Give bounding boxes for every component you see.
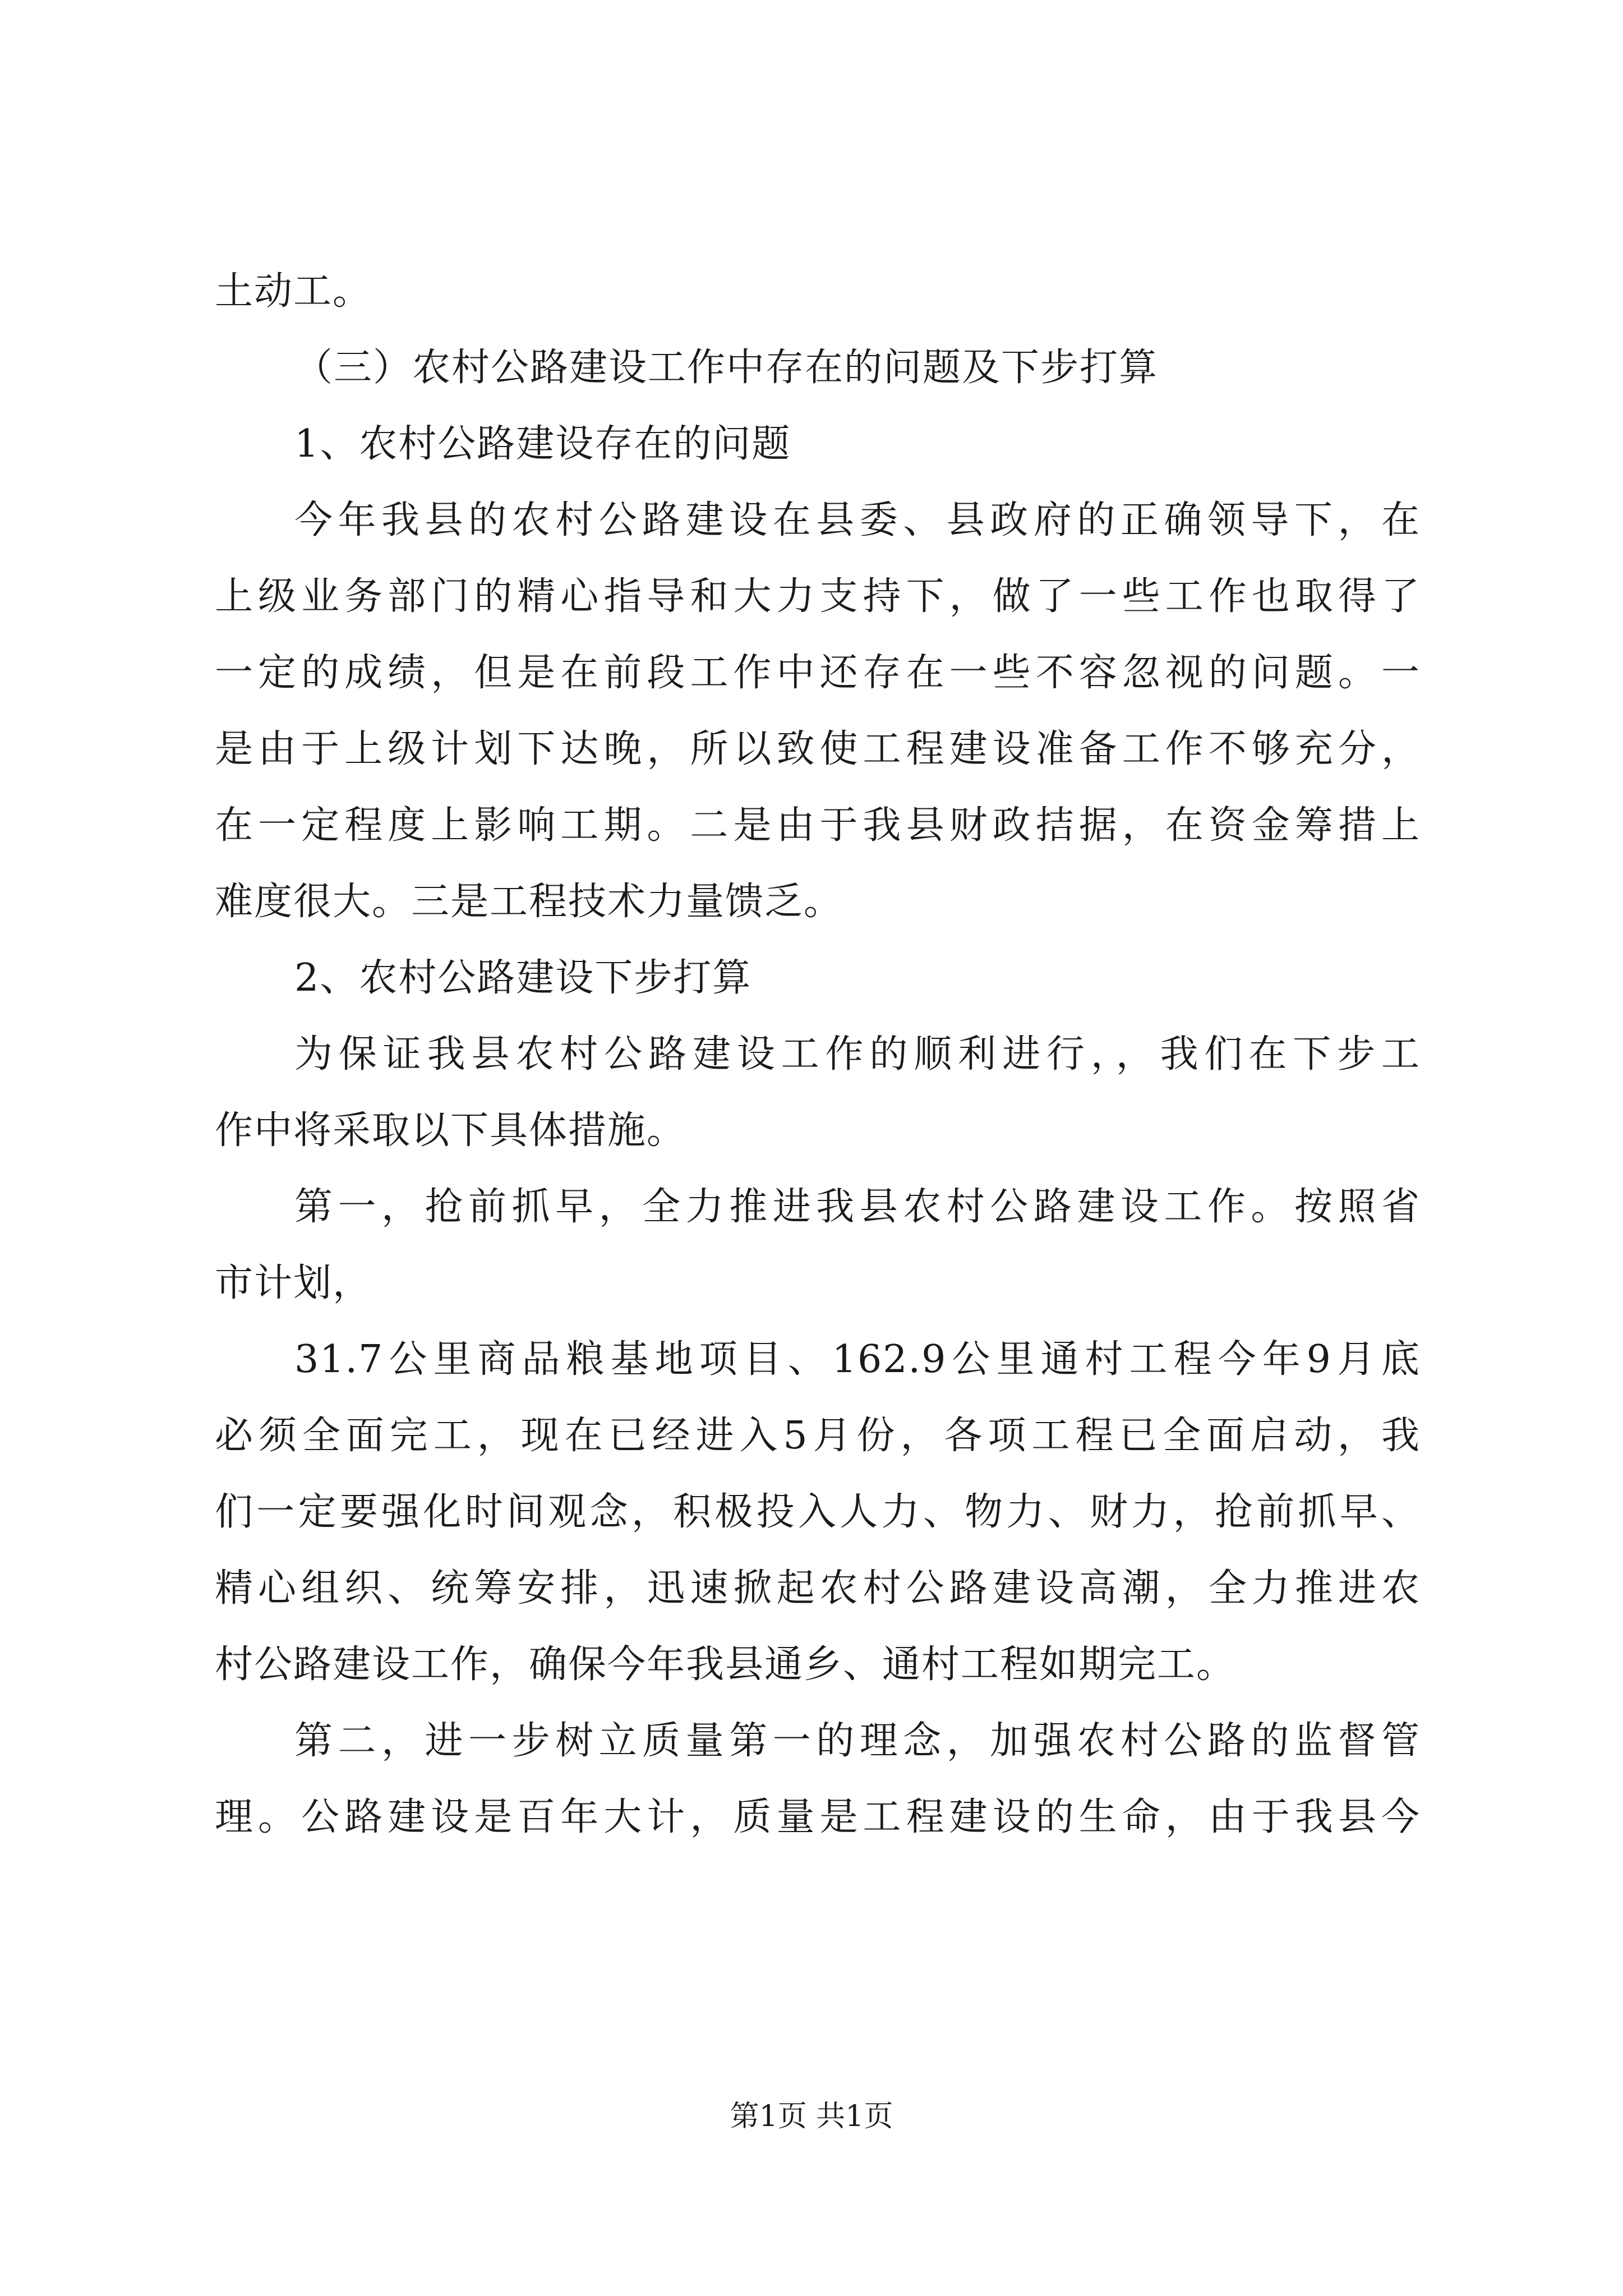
text-line: 第一，抢前抓早，全力推进我县农村公路建设工作。按照省 [294, 1185, 1421, 1229]
text-line: 上级业务部门的精心指导和大力支持下，做了一些工作也取得了 [215, 574, 1421, 619]
text-line: 村公路建设工作，确保今年我县通乡、通村工程如期完工。 [215, 1642, 1236, 1687]
subsection-heading: 2、农村公路建设下步打算 [294, 956, 752, 1000]
text-line: 精心组织、统筹安排，迅速掀起农村公路建设高潮，全力推进农 [215, 1566, 1421, 1611]
section-heading: （三）农村公路建设工作中存在的问题及下步打算 [294, 346, 1159, 390]
text-line: 们一定要强化时间观念，积极投入人力、物力、财力，抢前抓早、 [215, 1490, 1421, 1534]
text-line: 市计划， [215, 1261, 372, 1305]
text-line: 今年我县的农村公路建设在县委、县政府的正确领导下，在 [294, 498, 1421, 542]
page-footer [0, 2097, 1623, 2136]
text-line: 理。公路建设是百年大计，质量是工程建设的生命，由于我县今 [215, 1795, 1421, 1839]
text-line: 作中将采取以下具体措施。 [215, 1108, 686, 1153]
text-line: 是由于上级计划下达晚，所以致使工程建设准备工作不够充分， [215, 727, 1421, 771]
text-line: 一定的成绩，但是在前段工作中还存在一些不容忽视的问题。一 [215, 651, 1421, 695]
text-line: 第二，进一步树立质量第一的理念，加强农村公路的监督管 [294, 1719, 1421, 1763]
text-line: 为保证我县农村公路建设工作的顺利进行，，我们在下步工 [294, 1032, 1421, 1076]
text-line: 31.7公里商品粮基地项目、162.9公里通村工程今年9月底 [294, 1337, 1421, 1382]
text-line: 必须全面完工，现在已经进入5月份，各项工程已全面启动，我 [215, 1414, 1421, 1458]
text-line: 难度很大。三是工程技术力量馈乏。 [215, 880, 843, 924]
page-number: 第1页 共1页 [730, 2100, 893, 2133]
text-line: 土动工。 [215, 269, 372, 314]
text-line: 在一定程度上影响工期。二是由于我县财政拮据，在资金筹措上 [215, 803, 1421, 848]
subsection-heading: 1、农村公路建设存在的问题 [294, 422, 791, 466]
